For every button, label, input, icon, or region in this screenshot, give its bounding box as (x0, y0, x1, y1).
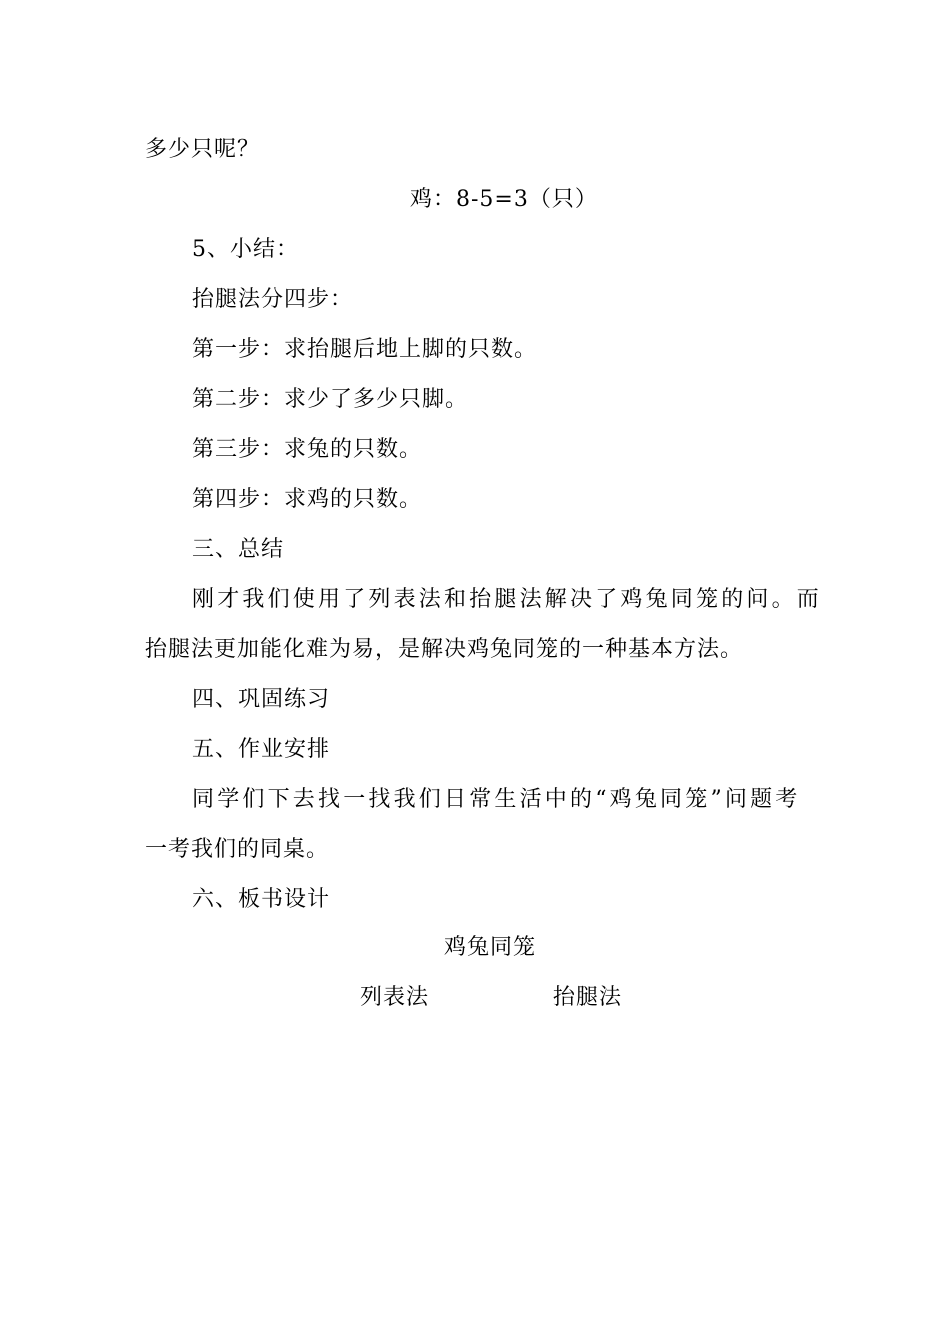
board-title: 鸡兔同笼 (444, 935, 537, 960)
section-heading: 五、作业安排 (192, 737, 331, 762)
section-heading: 三、总结 (192, 537, 285, 562)
text-line: 多少只呢？ (145, 137, 261, 162)
formula-line: 鸡：8-5=3（只） (410, 187, 598, 212)
board-item-right: 抬腿法 (553, 985, 623, 1010)
paragraph-line: 同学们下去找一找我们日常生活中的“鸡兔同笼”问题考 (192, 787, 801, 812)
step-line: 第二步：求少了多少只脚。 (192, 387, 469, 412)
paragraph-line: 一考我们的同桌。 (145, 837, 330, 862)
paragraph-line: 抬腿法更加能化难为易，是解决鸡兔同笼的一种基本方法。 (145, 637, 744, 662)
section-heading: 四、巩固练习 (192, 687, 331, 712)
section-heading: 六、板书设计 (192, 887, 331, 912)
step-line: 第一步：求抬腿后地上脚的只数。 (192, 337, 538, 362)
step-line: 第四步：求鸡的只数。 (192, 487, 423, 512)
paragraph-line: 刚才我们使用了列表法和抬腿法解决了鸡兔同笼的问。而 (192, 587, 823, 612)
board-item-left: 列表法 (360, 985, 430, 1010)
text-line: 抬腿法分四步： (192, 287, 354, 312)
section-heading: 5、小结： (192, 237, 299, 262)
step-line: 第三步：求兔的只数。 (192, 437, 423, 462)
